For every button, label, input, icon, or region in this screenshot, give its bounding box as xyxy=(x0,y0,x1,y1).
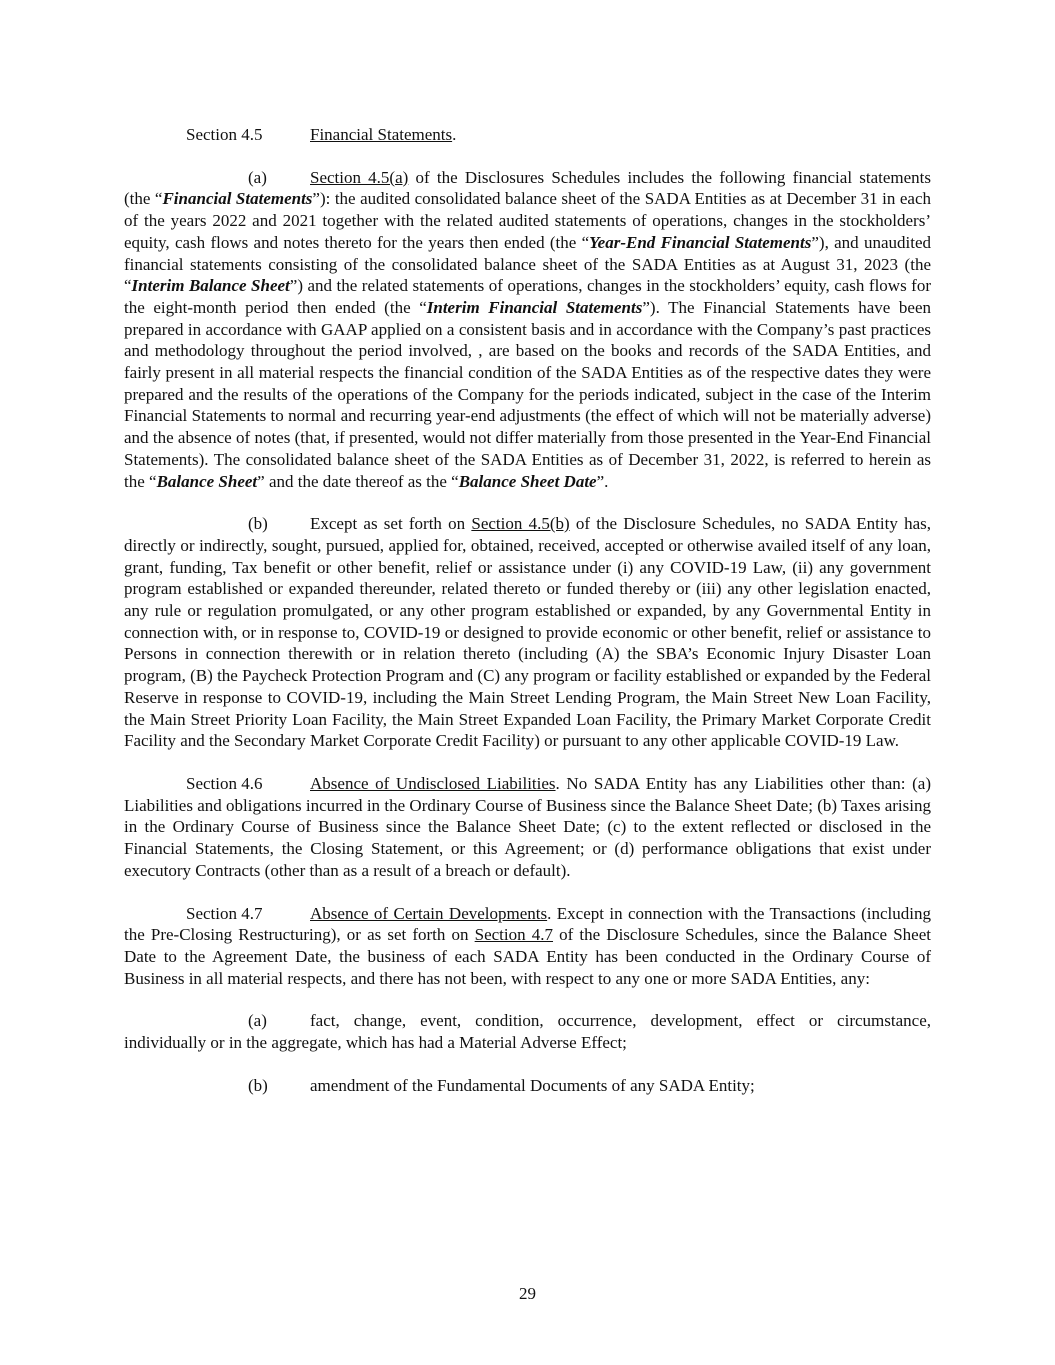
clause-label: (a) xyxy=(248,1011,267,1031)
defined-term: Year-End Financial Statements xyxy=(589,232,812,252)
section-4-7-b: (b) amendment of the Fundamental Documents of any SADA Entity; xyxy=(248,1075,755,1095)
page-number: 29 xyxy=(519,1284,536,1303)
section-number: Section 4.7 xyxy=(186,903,263,923)
clause-label: (b) xyxy=(248,514,268,534)
document-page xyxy=(124,124,931,1096)
section-number: Section 4.5 xyxy=(186,125,263,144)
cross-reference: Section 4.5(a) xyxy=(310,167,409,187)
defined-term: Interim Financial Statements xyxy=(426,297,643,317)
clause-label: (b) xyxy=(248,1075,268,1095)
clause-label: (a) xyxy=(248,167,267,187)
section-title: Absence of Undisclosed Liabilities xyxy=(310,773,556,793)
defined-term: Interim Balance Sheet xyxy=(131,276,290,296)
section-title: Financial Statements xyxy=(310,125,453,144)
defined-term: Balance Sheet Date xyxy=(458,471,597,491)
section-4-5-b: (b) Except as set forth on Section 4.5(b) of the Disclosure Schedules, no SADA Entity has, directly or indirectly, sought, pursued, applied for, obtained, received, accepted or otherwise availed itself of any loan, grant, funding, Tax benefit or other benefit, relief or assistance under (i) any COVID-19 Law, (ii) any government program established or expanded thereunder, related thereto or funded thereby or (iii) any other legislation enacted, any rule or regulation promulgated, or any other program established or expanded, by any Governmental Entity in connection with, or in response to, COVID-19 or designed to provide economic or other benefit, relief or assistance to Persons in connection therewith or in relation thereto (including (A) the SBA’s Economic Injury Disaster Loan program, (B) the Paycheck Protection Program and (C) any program or facility established or expanded by the Federal Reserve in response to COVID-19, including the Main Street Lending Program, the Main Street New Loan Facility, the Main Street Priority Loan Facility, the Main Street Expanded Loan Facility, the Primary Market Corporate Credit Facility and the Secondary Market Corporate Credit Facility) or pursuant to any other applicable COVID-19 Law. xyxy=(124,514,931,751)
section-4-6: Section 4.6 Absence of Undisclosed Liabilities. No SADA Entity has any Liabilities other than: (a) Liabilities and obligations incurred in the Ordinary Course of Business since the Balance Sheet Date; (b) Taxes arising in the Ordinary Course of Business since the Balance Sheet Date; (c) to the extent reflected or disclosed in the Financial Statements, the Closing Statement, or this Agreement; or (d) performance obligations that exist under executory Contracts (other than as a result of a breach or default). xyxy=(124,773,932,880)
section-4-5-heading: Section 4.5 Financial Statements. xyxy=(186,125,457,144)
section-4-7: Section 4.7 Absence of Certain Developments. Except in connection with the Transactions (including the Pre-Closing Restructuring), or as set forth on Section 4.7 of the Disclosure Schedules, since the Balance Sheet Date to the Agreement Date, the business of each SADA Entity has been conducted in the Ordinary Course of Business in all material respects, and there has not been, with respect to any one or more SADA Entities, any: xyxy=(124,903,931,988)
section-title: Absence of Certain Developments xyxy=(310,903,548,923)
section-4-7-a: (a) fact, change, event, condition, occurrence, development, effect or circumstance, individually or in the aggregate, which has had a Material Adverse Effect; xyxy=(124,1011,931,1053)
cross-reference: Section 4.5(b) xyxy=(471,514,570,534)
section-4-5-a: (a) Section 4.5(a) of the Disclosures Schedules includes the following financial statements (the “Financial Statements”): the audited consolidated balance sheet of the SADA Entities as at December 31 in each of the years 2022 and 2021 together with the related audited statements of operations, changes in the stockholders’ equity, cash flows and notes thereto for the years then ended (the “Year-End Financial Statements”), and unaudited financial statements consisting of the consolidated balance sheet of the SADA Entities as at August 31, 2023 (the “Interim Balance Sheet”) and the related statements of operations, changes in the stockholders’ equity, cash flows for the eight-month period then ended (the “Interim Financial Statements”). The Financial Statements have been prepared in accordance with GAAP applied on a consistent basis and in accordance with the Company’s past practices and methodology throughout the period involved, , are based on the books and records of the SADA Entities, and fairly present in all material respects the financial condition of the SADA Entities as of the respective dates they were prepared and the results of the operations of the Company for the periods indicated, subject in the case of the Interim Financial Statements to normal and recurring year-end adjustments (the effect of which will not be materially adverse) and the absence of notes (that, if presented, would not differ materially from those presented in the Year-End Financial Statements). The consolidated balance sheet of the SADA Entities as of December 31, 2022, is referred to herein as the “Balance Sheet” and the date thereof as the “Balance Sheet Date”. xyxy=(124,167,932,491)
section-number: Section 4.6 xyxy=(186,773,263,793)
cross-reference: Section 4.7 xyxy=(474,925,554,945)
defined-term: Balance Sheet xyxy=(156,471,258,491)
defined-term: Financial Statements xyxy=(162,189,313,209)
